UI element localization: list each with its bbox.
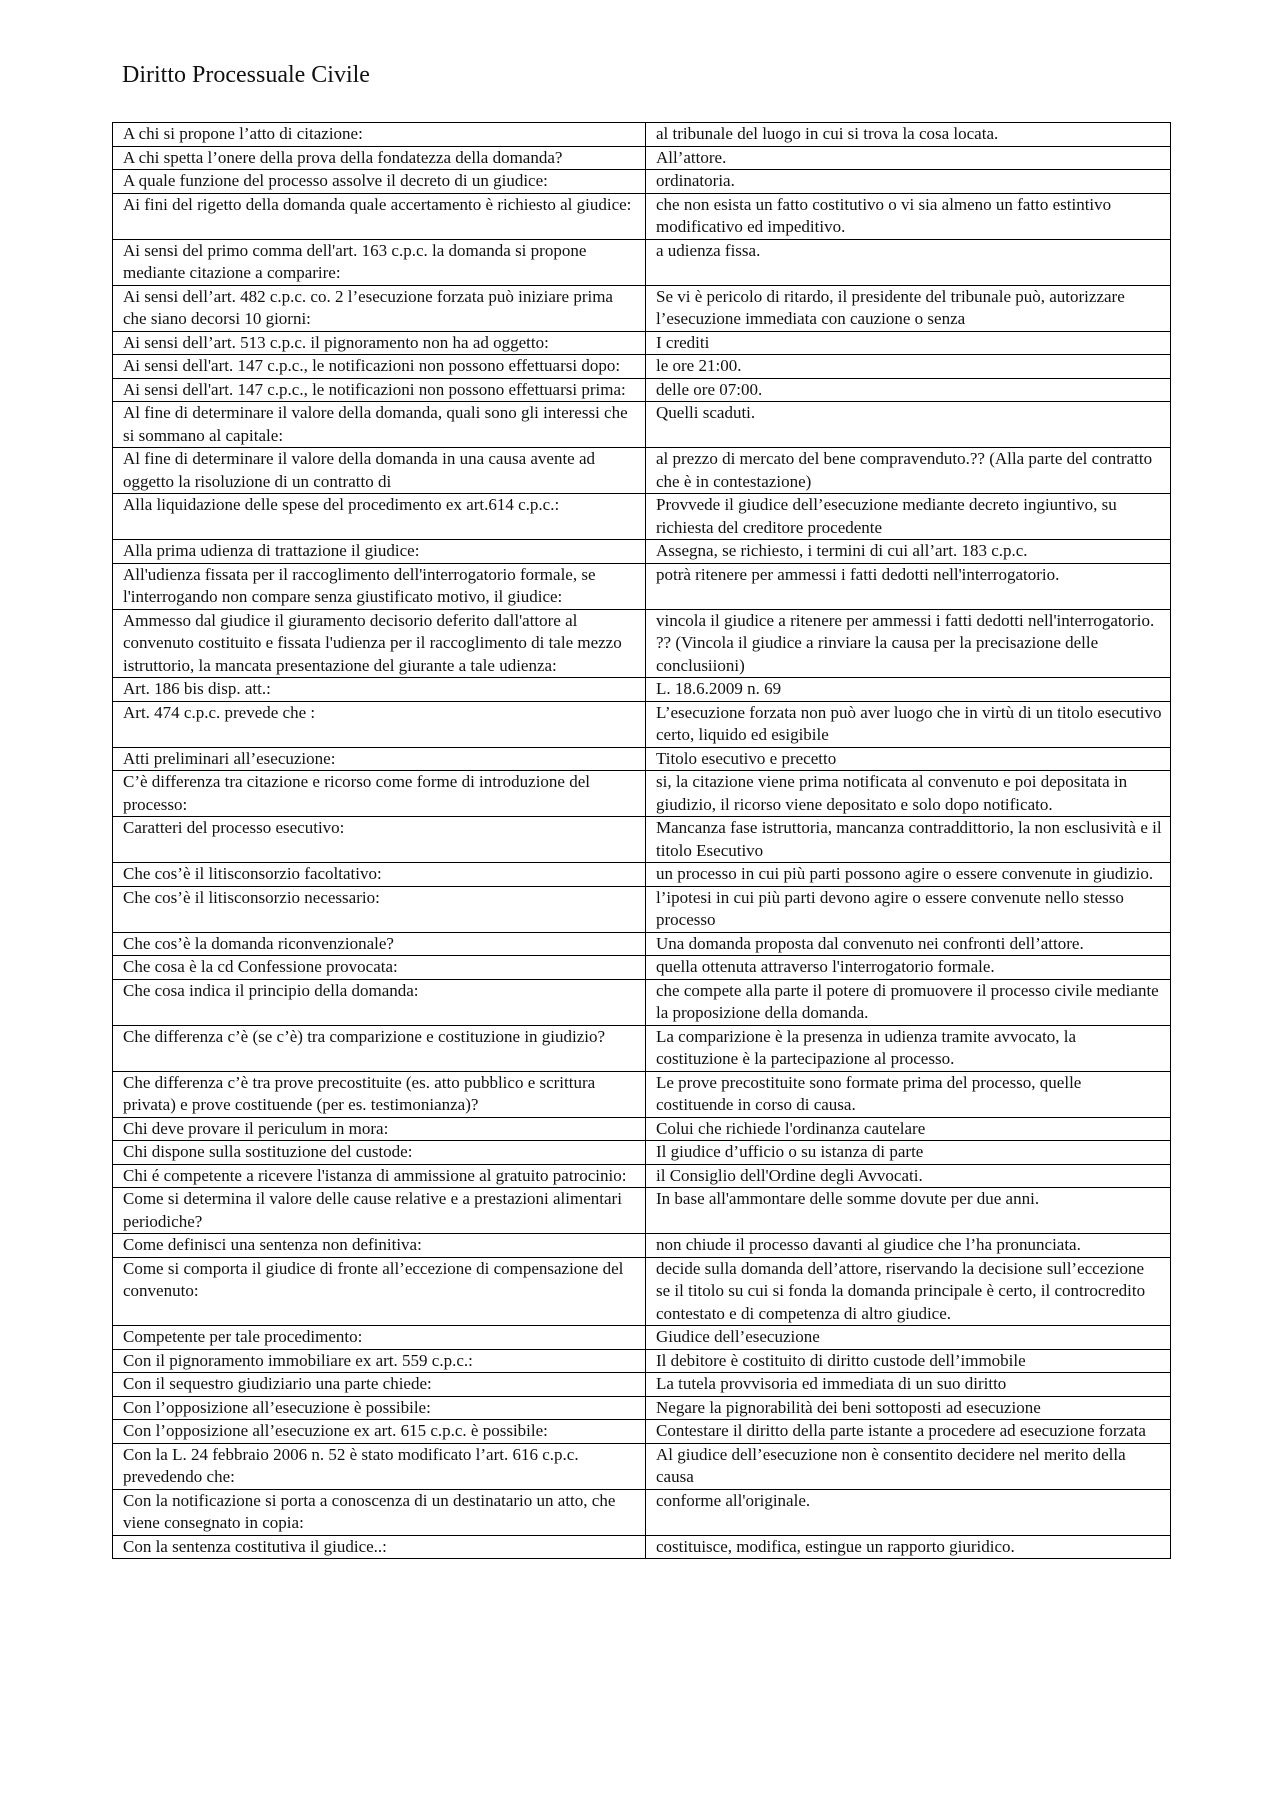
page-title: Diritto Processuale Civile [122, 62, 370, 88]
question-cell: Che cosa indica il principio della domanda: [113, 979, 646, 1025]
table-row [113, 1164, 1171, 1188]
question-cell: Art. 474 c.p.c. prevede che : [113, 701, 646, 747]
question-cell: All'udienza fissata per il raccoglimento dell'interrogatorio formale, se l'interrogando non compare senza giustificato motivo, il giudice: [113, 563, 646, 609]
question-cell: Che differenza c’è tra prove precostituite (es. atto pubblico e scrittura privata) e prove costituende (per es. testimonianza)? [113, 1071, 646, 1117]
answer-cell: Contestare il diritto della parte istante a procedere ad esecuzione forzata [646, 1420, 1171, 1444]
table-row [113, 239, 1171, 285]
answer-cell: Quelli scaduti. [646, 402, 1171, 448]
answer-cell: Il giudice d’ufficio o su istanza di parte [646, 1141, 1171, 1165]
question-cell: Come definisci una sentenza non definitiva: [113, 1234, 646, 1258]
question-cell: Con l’opposizione all’esecuzione è possibile: [113, 1396, 646, 1420]
answer-cell: Giudice dell’esecuzione [646, 1326, 1171, 1350]
question-cell: Chi é competente a ricevere l'istanza di ammissione al gratuito patrocinio: [113, 1164, 646, 1188]
table-row [113, 1257, 1171, 1326]
table-row [113, 1396, 1171, 1420]
answer-cell: l’ipotesi in cui più parti devono agire o essere convenute nello stesso processo [646, 886, 1171, 932]
question-cell: Con il sequestro giudiziario una parte chiede: [113, 1373, 646, 1397]
question-cell: A chi si propone l’atto di citazione: [113, 123, 646, 147]
question-cell: Come si comporta il giudice di fronte all’eccezione di compensazione del convenuto: [113, 1257, 646, 1326]
answer-cell: quella ottenuta attraverso l'interrogatorio formale. [646, 956, 1171, 980]
question-cell: Con l’opposizione all’esecuzione ex art. 615 c.p.c. è possibile: [113, 1420, 646, 1444]
question-cell: Che cos’è il litisconsorzio facoltativo: [113, 863, 646, 887]
answer-cell: non chiude il processo davanti al giudice che l’ha pronunciata. [646, 1234, 1171, 1258]
answer-cell: potrà ritenere per ammessi i fatti dedotti nell'interrogatorio. [646, 563, 1171, 609]
question-cell: Con la L. 24 febbraio 2006 n. 52 è stato modificato l’art. 616 c.p.c. prevedendo che: [113, 1443, 646, 1489]
table-row [113, 1420, 1171, 1444]
answer-cell: al tribunale del luogo in cui si trova la cosa locata. [646, 123, 1171, 147]
question-cell: Al fine di determinare il valore della domanda, quali sono gli interessi che si sommano al capitale: [113, 402, 646, 448]
answer-cell: vincola il giudice a ritenere per ammessi i fatti dedotti nell'interrogatorio. ?? (Vincola il giudice a rinviare la causa per la precisazione delle conclusiioni) [646, 609, 1171, 678]
table-row [113, 146, 1171, 170]
question-cell: A quale funzione del processo assolve il decreto di un giudice: [113, 170, 646, 194]
question-cell: Con il pignoramento immobiliare ex art. 559 c.p.c.: [113, 1349, 646, 1373]
question-cell: Come si determina il valore delle cause relative e a prestazioni alimentari periodiche? [113, 1188, 646, 1234]
table-row [113, 609, 1171, 678]
question-cell: C’è differenza tra citazione e ricorso come forme di introduzione del processo: [113, 771, 646, 817]
question-cell: Ai fini del rigetto della domanda quale accertamento è richiesto al giudice: [113, 193, 646, 239]
table-row [113, 1071, 1171, 1117]
answer-cell: si, la citazione viene prima notificata al convenuto e poi depositata in giudizio, il ricorso viene depositato e solo dopo notificato. [646, 771, 1171, 817]
table-row [113, 1141, 1171, 1165]
table-row [113, 123, 1171, 147]
answer-cell: ordinatoria. [646, 170, 1171, 194]
table-row [113, 1117, 1171, 1141]
table-row [113, 1326, 1171, 1350]
answer-cell: Titolo esecutivo e precetto [646, 747, 1171, 771]
question-cell: Ai sensi del primo comma dell'art. 163 c.p.c. la domanda si propone mediante citazione a comparire: [113, 239, 646, 285]
table-row [113, 979, 1171, 1025]
answer-cell: le ore 21:00. [646, 355, 1171, 379]
answer-cell: Al giudice dell’esecuzione non è consentito decidere nel merito della causa [646, 1443, 1171, 1489]
question-cell: Che differenza c’è (se c’è) tra comparizione e costituzione in giudizio? [113, 1025, 646, 1071]
answer-cell: All’attore. [646, 146, 1171, 170]
question-cell: Ai sensi dell’art. 513 c.p.c. il pignoramento non ha ad oggetto: [113, 331, 646, 355]
question-cell: Con la notificazione si porta a conoscenza di un destinatario un atto, che viene consegnato in copia: [113, 1489, 646, 1535]
answer-cell: I crediti [646, 331, 1171, 355]
table-row [113, 932, 1171, 956]
table-row [113, 540, 1171, 564]
question-cell: Atti preliminari all’esecuzione: [113, 747, 646, 771]
question-cell: Ammesso dal giudice il giuramento decisorio deferito dall'attore al convenuto costituito e fissata l'udienza per il raccoglimento di tale mezzo istruttorio, la mancata presentazione del giurante a tale udienza: [113, 609, 646, 678]
answer-cell: La tutela provvisoria ed immediata di un suo diritto [646, 1373, 1171, 1397]
qa-table [112, 122, 1171, 1559]
table-row [113, 956, 1171, 980]
answer-cell: Assegna, se richiesto, i termini di cui all’art. 183 c.p.c. [646, 540, 1171, 564]
question-cell: Che cos’è la domanda riconvenzionale? [113, 932, 646, 956]
answer-cell: In base all'ammontare delle somme dovute per due anni. [646, 1188, 1171, 1234]
question-cell: Ai sensi dell'art. 147 c.p.c., le notificazioni non possono effettuarsi prima: [113, 378, 646, 402]
answer-cell: Negare la pignorabilità dei beni sottoposti ad esecuzione [646, 1396, 1171, 1420]
table-row [113, 1373, 1171, 1397]
answer-cell: costituisce, modifica, estingue un rapporto giuridico. [646, 1535, 1171, 1559]
answer-cell: Provvede il giudice dell’esecuzione mediante decreto ingiuntivo, su richiesta del creditore procedente [646, 494, 1171, 540]
question-cell: Che cosa è la cd Confessione provocata: [113, 956, 646, 980]
answer-cell: L’esecuzione forzata non può aver luogo che in virtù di un titolo esecutivo certo, liquido ed esigibile [646, 701, 1171, 747]
question-cell: Art. 186 bis disp. att.: [113, 678, 646, 702]
question-cell: Con la sentenza costitutiva il giudice..: [113, 1535, 646, 1559]
table-row [113, 747, 1171, 771]
table-row [113, 817, 1171, 863]
table-row [113, 563, 1171, 609]
answer-cell: La comparizione è la presenza in udienza tramite avvocato, la costituzione è la partecipazione al processo. [646, 1025, 1171, 1071]
answer-cell: delle ore 07:00. [646, 378, 1171, 402]
table-row [113, 170, 1171, 194]
question-cell: Al fine di determinare il valore della domanda in una causa avente ad oggetto la risoluzione di un contratto di [113, 448, 646, 494]
table-row [113, 1489, 1171, 1535]
table-row [113, 1188, 1171, 1234]
question-cell: Chi dispone sulla sostituzione del custode: [113, 1141, 646, 1165]
answer-cell: conforme all'originale. [646, 1489, 1171, 1535]
answer-cell: Mancanza fase istruttoria, mancanza contraddittorio, la non esclusività e il titolo Esecutivo [646, 817, 1171, 863]
answer-cell: decide sulla domanda dell’attore, riservando la decisione sull’eccezione se il titolo su cui si fonda la domanda principale è certo, il controcredito contestato e di competenza di altro giudice. [646, 1257, 1171, 1326]
table-row [113, 285, 1171, 331]
table-row [113, 678, 1171, 702]
answer-cell: a udienza fissa. [646, 239, 1171, 285]
table-row [113, 1535, 1171, 1559]
answer-cell: Colui che richiede l'ordinanza cautelare [646, 1117, 1171, 1141]
answer-cell: un processo in cui più parti possono agire o essere convenute in giudizio. [646, 863, 1171, 887]
table-row [113, 1349, 1171, 1373]
question-cell: Chi deve provare il periculum in mora: [113, 1117, 646, 1141]
answer-cell: al prezzo di mercato del bene compravenduto.?? (Alla parte del contratto che è in contestazione) [646, 448, 1171, 494]
question-cell: Che cos’è il litisconsorzio necessario: [113, 886, 646, 932]
question-cell: Alla liquidazione delle spese del procedimento ex art.614 c.p.c.: [113, 494, 646, 540]
question-cell: Caratteri del processo esecutivo: [113, 817, 646, 863]
answer-cell: L. 18.6.2009 n. 69 [646, 678, 1171, 702]
answer-cell: che compete alla parte il potere di promuovere il processo civile mediante la proposizione della domanda. [646, 979, 1171, 1025]
question-cell: Competente per tale procedimento: [113, 1326, 646, 1350]
table-row [113, 494, 1171, 540]
table-row [113, 886, 1171, 932]
answer-cell: Se vi è pericolo di ritardo, il presidente del tribunale può, autorizzare l’esecuzione immediata con cauzione o senza [646, 285, 1171, 331]
table-row [113, 448, 1171, 494]
answer-cell: il Consiglio dell'Ordine degli Avvocati. [646, 1164, 1171, 1188]
question-cell: Ai sensi dell'art. 147 c.p.c., le notificazioni non possono effettuarsi dopo: [113, 355, 646, 379]
answer-cell: Il debitore è costituito di diritto custode dell’immobile [646, 1349, 1171, 1373]
answer-cell: Le prove precostituite sono formate prima del processo, quelle costituende in corso di causa. [646, 1071, 1171, 1117]
table-row [113, 402, 1171, 448]
answer-cell: Una domanda proposta dal convenuto nei confronti dell’attore. [646, 932, 1171, 956]
table-row [113, 378, 1171, 402]
table-row [113, 355, 1171, 379]
answer-cell: che non esista un fatto costitutivo o vi sia almeno un fatto estintivo modificativo ed impeditivo. [646, 193, 1171, 239]
table-row [113, 701, 1171, 747]
table-row [113, 1443, 1171, 1489]
table-row [113, 193, 1171, 239]
question-cell: Ai sensi dell’art. 482 c.p.c. co. 2 l’esecuzione forzata può iniziare prima che siano decorsi 10 giorni: [113, 285, 646, 331]
table-row [113, 771, 1171, 817]
table-row [113, 863, 1171, 887]
question-cell: A chi spetta l’onere della prova della fondatezza della domanda? [113, 146, 646, 170]
table-row [113, 1025, 1171, 1071]
question-cell: Alla prima udienza di trattazione il giudice: [113, 540, 646, 564]
table-row [113, 331, 1171, 355]
table-row [113, 1234, 1171, 1258]
